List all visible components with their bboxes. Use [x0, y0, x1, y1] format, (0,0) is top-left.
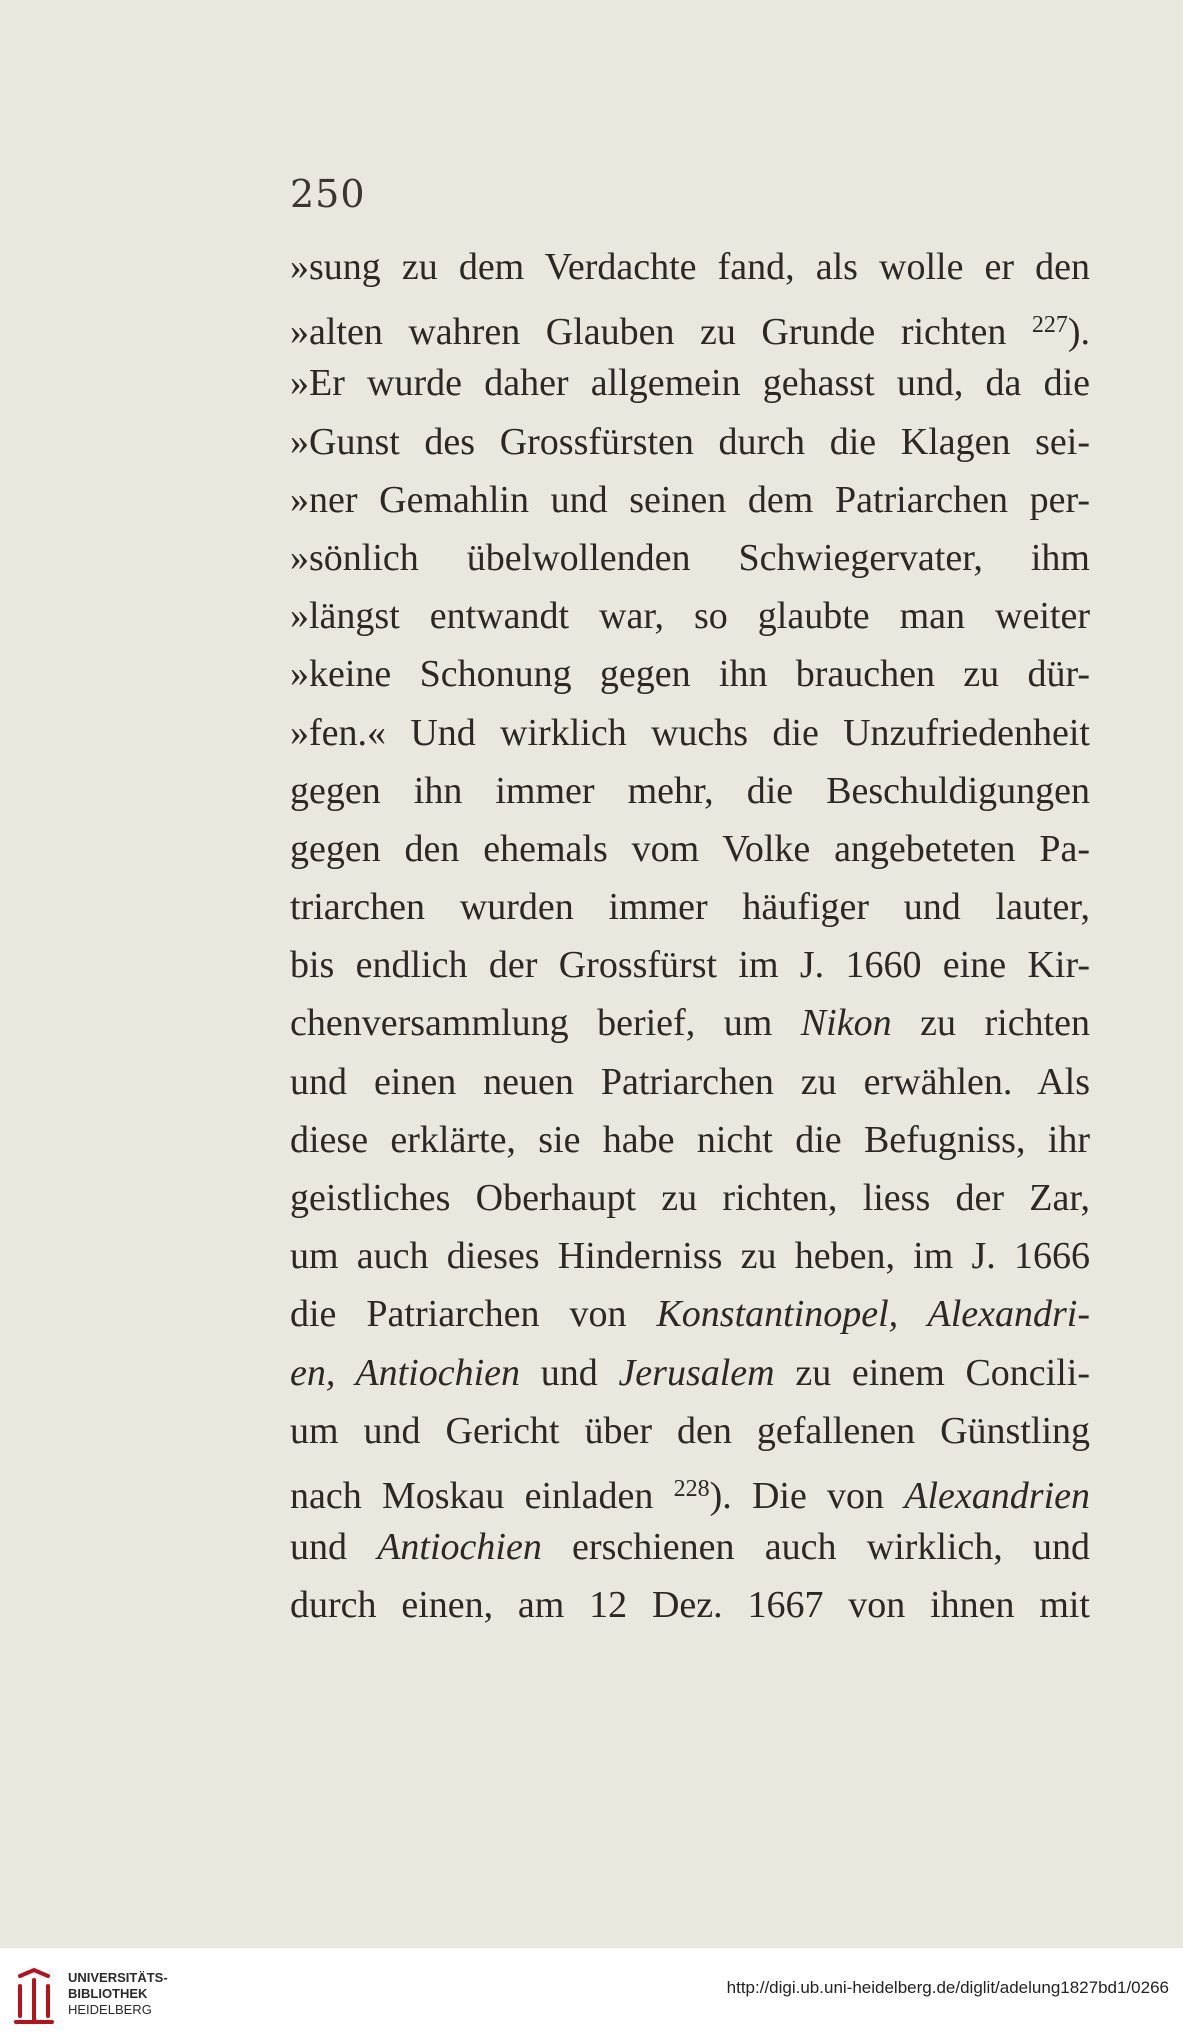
text-segment: triarchen wurden immer häufiger und lauter,	[290, 886, 1090, 929]
text-segment: chenversammlung berief, um	[290, 1002, 801, 1045]
text-segment: Nikon	[800, 1002, 892, 1045]
text-segment: um und Gericht über den gefallenen Günstling	[290, 1409, 1090, 1452]
text-segment: nach Moskau einladen	[290, 1474, 674, 1517]
text-line	[290, 645, 1090, 703]
text-segment: en, Antiochien	[290, 1351, 521, 1394]
text-line	[290, 1576, 1090, 1634]
text-line	[290, 413, 1090, 471]
footer-bar	[0, 1948, 1183, 2033]
text-segment: »alten wahren Glauben zu Grunde richten	[290, 311, 1032, 354]
library-name: UNIVERSITÄTS- BIBLIOTHEK HEIDELBERG	[68, 1970, 168, 2017]
text-line	[290, 994, 1090, 1052]
source-url-link[interactable]: http://digi.ub.uni-heidelberg.de/diglit/adelung1827bd1/0266	[726, 1978, 1169, 1997]
text-segment: »Er wurde daher allgemein gehasst und, da die	[290, 362, 1090, 405]
text-segment: bis endlich der Grossfürst im J. 1660 eine Kir-	[290, 944, 1090, 987]
text-line	[290, 762, 1090, 820]
text-segment: um auch dieses Hinderniss zu heben, im J. 1666	[290, 1235, 1090, 1278]
text-segment: geistliches Oberhaupt zu richten, liess der Zar,	[290, 1177, 1090, 1219]
text-segment: ). Die von	[709, 1474, 905, 1517]
text-segment: Antiochien	[377, 1526, 542, 1569]
text-segment: »längst entwandt war, so glaubte man weiter	[290, 595, 1090, 638]
text-line	[290, 1111, 1090, 1169]
text-segment: Alexandrien	[904, 1474, 1090, 1517]
text-line	[290, 1285, 1090, 1343]
text-segment: und	[520, 1351, 619, 1394]
text-segment: »sung zu dem Verdachte fand, als wolle er den	[290, 246, 1090, 288]
text-segment: »ner Gemahlin und seinen dem Patriarchen per-	[290, 478, 1090, 521]
text-line	[290, 238, 1090, 296]
library-logo-icon	[12, 1966, 56, 2026]
text-line	[290, 1402, 1090, 1460]
text-line	[290, 1227, 1090, 1285]
text-segment: »Gunst des Grossfürsten durch die Klagen sei-	[290, 420, 1090, 463]
text-segment: »fen.« Und wirklich wuchs die Unzufriedenheit	[290, 711, 1090, 754]
text-line	[290, 1460, 1090, 1518]
text-line	[290, 1518, 1090, 1576]
text-line	[290, 587, 1090, 645]
text-segment: gegen ihn immer mehr, die Beschuldigungen	[290, 769, 1090, 812]
text-segment: »keine Schonung gegen ihn brauchen zu dür-	[290, 653, 1090, 696]
text-segment: gegen den ehemals vom Volke angebeteten Pa-	[290, 827, 1090, 870]
text-line	[290, 1169, 1090, 1227]
text-line	[290, 1053, 1090, 1111]
text-line	[290, 704, 1090, 762]
text-line	[290, 296, 1090, 354]
text-line	[290, 354, 1090, 412]
text-segment: zu richten	[891, 1002, 1090, 1045]
text-segment: »sönlich übelwollenden Schwiegervater, ihm	[290, 536, 1090, 579]
text-segment: ).	[1067, 311, 1090, 354]
text-line	[290, 471, 1090, 529]
body-text	[290, 238, 1090, 1635]
text-segment: und	[290, 1526, 378, 1569]
text-segment: Konstantinopel, Alexandri-	[656, 1293, 1090, 1336]
text-segment: erschienen auch wirklich, und	[541, 1526, 1091, 1569]
text-segment: diese erklärte, sie habe nicht die Befugniss, ihr	[290, 1118, 1090, 1161]
text-segment: die Patriarchen von	[290, 1293, 657, 1336]
text-segment: durch einen, am 12 Dez. 1667 von ihnen mit	[290, 1584, 1090, 1627]
text-segment: Jerusalem	[618, 1351, 775, 1394]
text-line	[290, 936, 1090, 994]
text-line	[290, 878, 1090, 936]
text-segment: zu einem Concili-	[774, 1351, 1091, 1394]
text-line	[290, 529, 1090, 587]
footnote-ref: 228	[673, 1475, 710, 1502]
page-number: 250	[290, 172, 366, 216]
footnote-ref: 227	[1031, 312, 1068, 339]
text-line	[290, 820, 1090, 878]
text-segment: und einen neuen Patriarchen zu erwählen. Als	[290, 1060, 1090, 1103]
text-line	[290, 1344, 1090, 1402]
